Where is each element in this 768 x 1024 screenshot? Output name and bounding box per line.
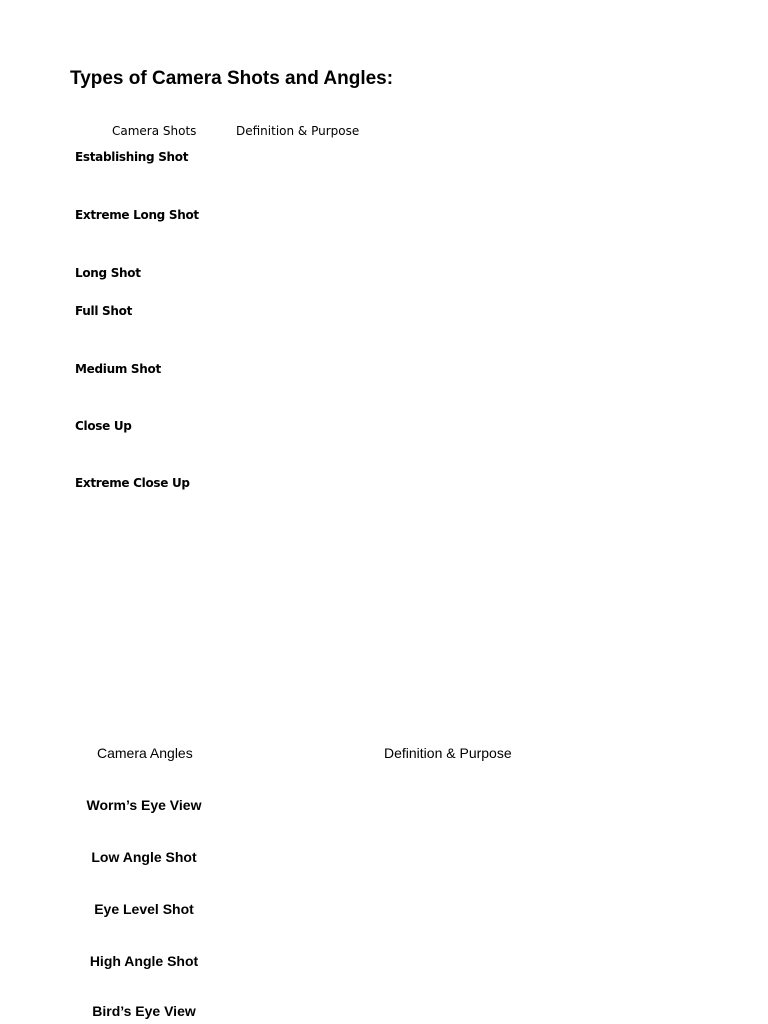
shot-close-up: Close Up — [75, 419, 132, 433]
shot-full: Full Shot — [75, 304, 133, 318]
page-title: Types of Camera Shots and Angles: — [70, 68, 394, 89]
shot-extreme-close-up: Extreme Close Up — [75, 476, 190, 490]
angle-eye-level: Eye Level Shot — [94, 901, 194, 917]
camera-angles-header: Camera Angles — [97, 745, 193, 761]
shots-definition-header: Definition & Purpose — [236, 124, 360, 138]
angle-low: Low Angle Shot — [91, 849, 197, 865]
angle-birds-eye: Bird’s Eye View — [92, 1003, 196, 1019]
shot-long: Long Shot — [75, 266, 141, 280]
shot-medium: Medium Shot — [75, 362, 161, 376]
shot-establishing: Establishing Shot — [75, 150, 189, 164]
shot-extreme-long: Extreme Long Shot — [75, 208, 199, 222]
camera-shots-header: Camera Shots — [112, 124, 197, 138]
angle-high: High Angle Shot — [89, 953, 199, 969]
angle-worms-eye: Worm’s Eye View — [86, 797, 202, 813]
angles-definition-header: Definition & Purpose — [384, 745, 512, 761]
